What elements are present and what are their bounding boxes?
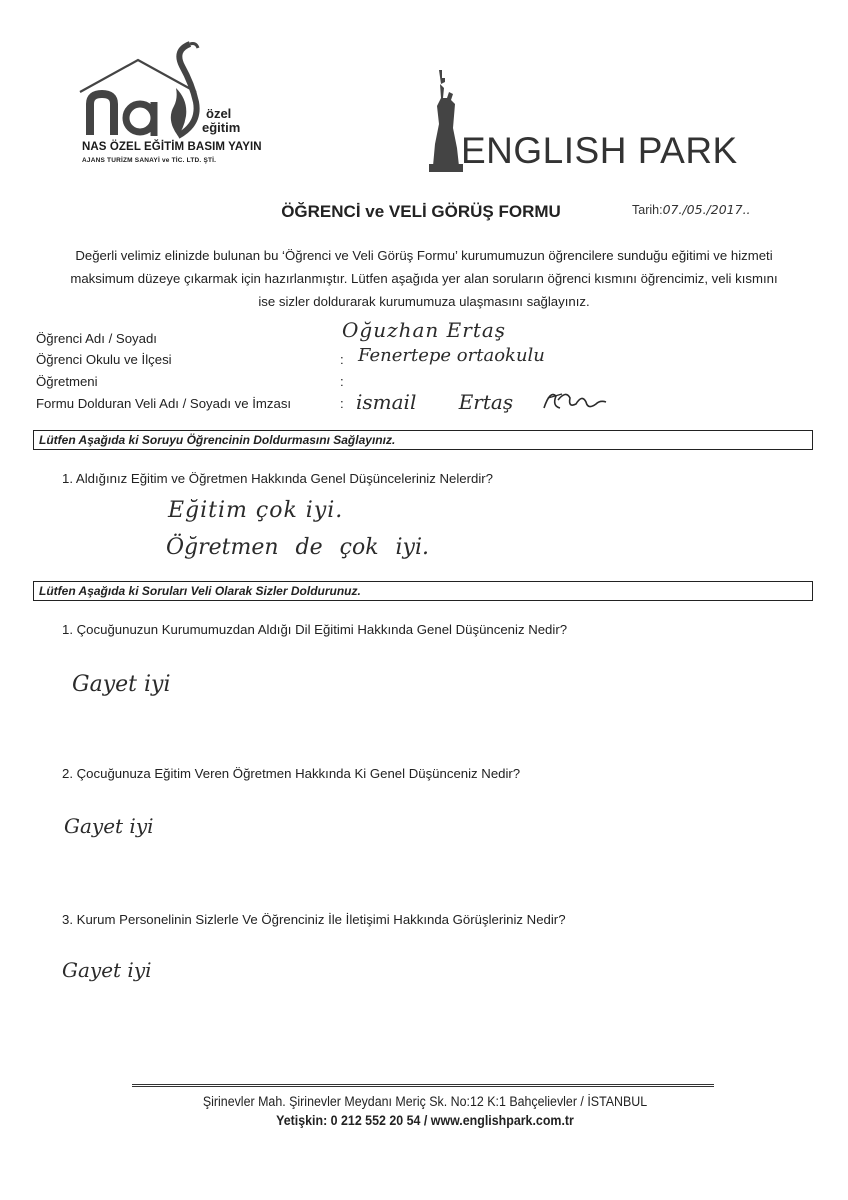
footer-contact: Yetişkin: 0 212 552 20 54 / www.englishpark.com.tr: [276, 1113, 574, 1128]
parent-question-3: 3. Kurum Personelinin Sizlerle Ve Öğrenciniz İle İletişimi Hakkında Görüşleriniz Nedir?: [62, 912, 566, 927]
form-title: ÖĞRENCİ ve VELİ GÖRÜŞ FORMU: [281, 202, 561, 221]
intro-paragraph: [34, 244, 814, 313]
parent-section-heading: [33, 581, 813, 601]
parent-answer-2: Gayet iyi: [64, 814, 154, 838]
student-name-label: Öğrenci Adı / Soyadı: [36, 331, 157, 346]
school-colon: :: [340, 352, 344, 367]
student-section-heading-text: Lütfen Aşağıda ki Soruyu Öğrencinin Doldurmasını Sağlayınız.: [39, 433, 396, 447]
student-section-heading: [33, 430, 813, 450]
parent-label: Formu Dolduran Veli Adı / Soyadı ve İmzası: [36, 396, 292, 411]
nas-logo-company-subtitle: AJANS TURİZM SANAYİ ve TİC. LTD. ŞTİ.: [82, 157, 217, 164]
english-park-logo: [425, 68, 770, 178]
parent-signature-icon: [540, 386, 610, 416]
footer-address: Şirinevler Mah. Şirinevler Meydanı Meriç Sk. No:12 K:1 Bahçelievler / İSTANBUL: [202, 1094, 648, 1109]
parent-answer-1: Gayet iyi: [72, 672, 171, 697]
parent-section-heading-text: Lütfen Aşağıda ki Soruları Veli Olarak Sizler Doldurunuz.: [39, 584, 361, 598]
teacher-colon: :: [340, 374, 344, 389]
parent-answer-3: Gayet iyi: [62, 958, 152, 982]
student-answer-1-line-1: Eğitim çok iyi.: [168, 498, 344, 523]
student-answer-1-line-2: Öğretmen de çok iyi.: [166, 535, 430, 560]
school-value: Fenertepe ortaokulu: [358, 345, 545, 366]
parent-question-2: 2. Çocuğunuza Eğitim Veren Öğretmen Hakkında Ki Genel Düşünceniz Nedir?: [62, 766, 521, 781]
date-value: 07./05./2017..: [662, 202, 751, 217]
school-label: Öğrenci Okulu ve İlçesi: [36, 352, 172, 367]
teacher-label: Öğretmeni: [36, 374, 98, 389]
student-name-value: Oğuzhan Ertaş: [342, 318, 507, 342]
student-question-1: 1. Aldığınız Eğitim ve Öğretmen Hakkında Genel Düşünceleriniz Nelerdir?: [62, 471, 493, 486]
parent-value: ismail Ertaş: [356, 390, 514, 414]
nas-logo-mark-icon: [78, 40, 278, 140]
nas-logo-company-name: NAS ÖZEL EĞİTİM BASIM YAYIN: [82, 141, 262, 153]
intro-line-2: maksimum düzeye çıkarmak için hazırlanmıştır. Lütfen aşağıda yer alan soruların öğrenci kısmını öğrencimiz, veli kısmını: [70, 271, 778, 286]
date-field: [632, 202, 751, 217]
nas-logo-ozel: özel: [206, 106, 232, 121]
intro-line-3: ise sizler doldurarak kurumumuza ulaşmasını sağlayınız.: [258, 294, 590, 309]
nas-logo-egitim: eğitim: [202, 120, 241, 135]
english-park-wordmark: ENGLISH PARK: [461, 130, 738, 171]
intro-line-1: Değerli velimiz elinizde bulunan bu ‘Öğrenci ve Veli Görüş Formu’ kurumumuzun öğrencilere sunduğu eğitimi ve hizmeti: [75, 248, 773, 263]
date-label: Tarih:: [632, 203, 663, 217]
nas-logo: [78, 40, 278, 180]
footer-divider: [132, 1084, 714, 1087]
parent-question-1: 1. Çocuğunuzun Kurumumuzdan Aldığı Dil Eğitimi Hakkında Genel Düşünceniz Nedir?: [62, 622, 568, 637]
parent-colon: :: [340, 396, 344, 411]
